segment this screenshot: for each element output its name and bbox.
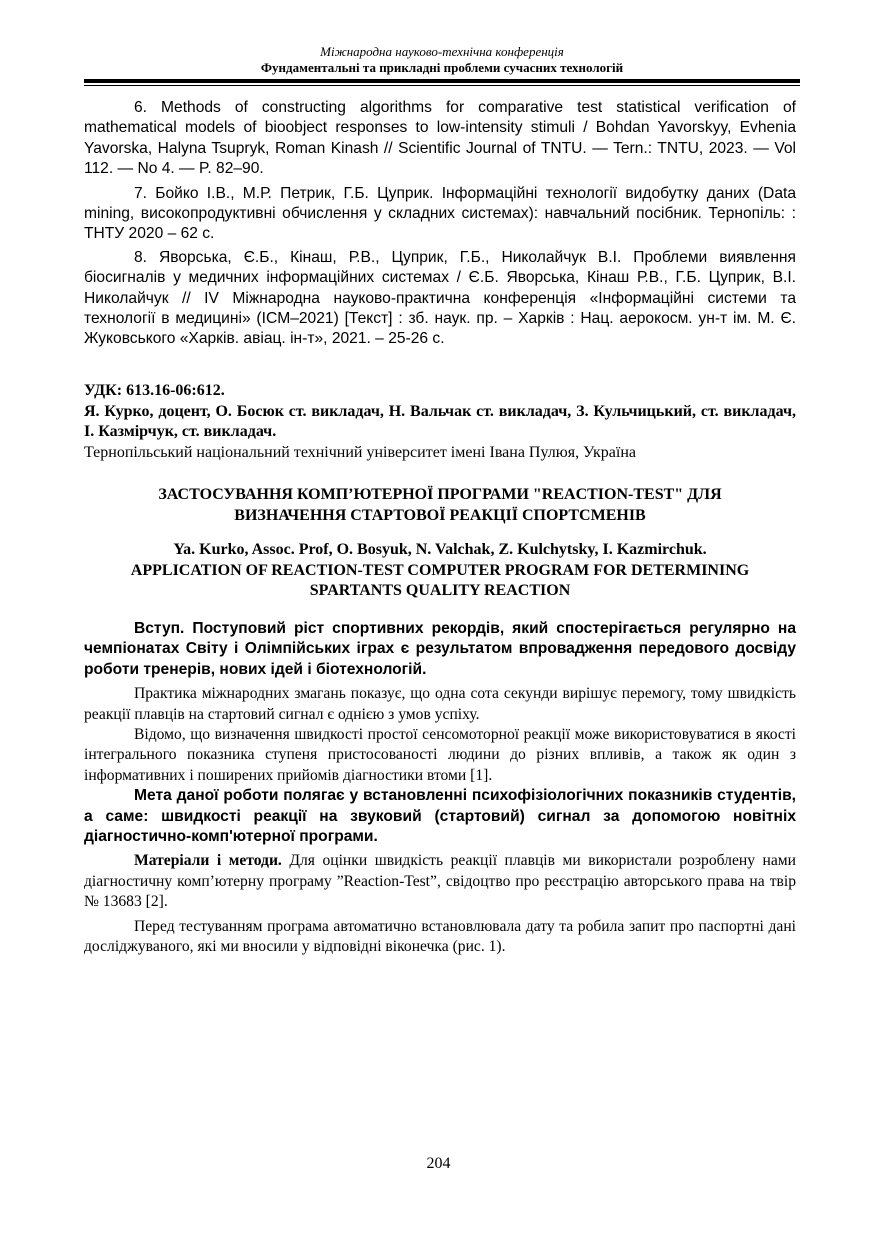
article-body — [84, 619, 796, 958]
running-header — [84, 44, 800, 76]
methods-text: Для оцінки швидкість реакції плавців ми використали розроблену нами діагностичну комп’ютерну програму ”Reaction-Test”, свідоцтво про реєстрацію авторського права на твір № 13683 [2]. — [84, 852, 796, 911]
conference-name: Міжнародна науково-технічна конференція — [320, 44, 564, 59]
goal-paragraph — [84, 786, 796, 847]
title-en-line: SPARTANTS QUALITY REACTION — [309, 582, 571, 599]
authors: Я. Курко, доцент, О. Босюк ст. викладач, Н. Вальчак ст. викладач, З. Кульчицький, ст. викладач, І. Казмірчук, ст. викладач. — [84, 402, 796, 440]
reference-item: 6. Methods of constructing algorithms for comparative test statistical verification of mathematical models of bioobject responses to low-intensity stimuli / Bohdan Yavorskyy, Evhenia Yavorska, Halyna Tsupryk, Roman Kinash // Scientific Journal of TNTU. — Tern.: TNTU, 2023. — Vol 112. — No 4. — P. 82–90. — [84, 99, 796, 178]
methods-paragraph — [84, 851, 796, 912]
article-meta — [84, 381, 796, 463]
authors-en: Ya. Kurko, Assoc. Prof, O. Bosyuk, N. Valchak, Z. Kulchytsky, I. Kazmirchuk. — [173, 541, 707, 558]
body-paragraph: Відомо, що визначення швидкості простої сенсомоторної реакції може використовуватися в якості інтегрального показника ступеня пристосованості людини до різних впливів, а також як один з інформативних і поширених прийомів діагностики втоми [1]. — [84, 726, 796, 784]
conference-subtitle: Фундаментальні та прикладні проблеми сучасних технологій — [260, 60, 624, 75]
intro-paragraph — [84, 619, 796, 680]
reference-item: 8. Яворська, Є.Б., Кінаш, Р.В., Цуприк, Г.Б., Николайчук В.І. Проблеми виявлення біосигналів у медичних інформаційних системах / Є.Б. Яворська, Кінаш Р.В., Г.Б. Цуприк, В.І. Николайчук // IV Міжнародна науково-практична конференція «Інформаційні системи та технології в медицині» (ICM–2021) [Текст] : зб. наук. пр. – Харків : Нац. аерокосм. ун-т ім. М. Є. Жуковського «Харків. авіац. ін-т», 2021. – 25-26 с. — [84, 248, 796, 348]
header-rule-thin — [84, 85, 800, 86]
goal-text: даної роботи полягає у встановленні психофізіологічних показників студентів, а саме: швидкості реакції на звуковий (стартовий) сигнал за допомогою новітніх діагностично-комп'ютерної програми. — [84, 787, 796, 846]
goal-label: Мета — [134, 787, 172, 805]
title-ua-line: ЗАСТОСУВАННЯ КОМП’ЮТЕРНОЇ ПРОГРАМИ "REACTION-TEST" ДЛЯ — [158, 486, 722, 503]
intro-label: Вступ. — [134, 620, 185, 637]
article-title-en — [84, 540, 796, 602]
page-number: 204 — [426, 1155, 451, 1172]
title-ua-line: ВИЗНАЧЕННЯ СТАРТОВОЇ РЕАКЦІЇ СПОРТСМЕНІВ — [234, 506, 646, 524]
reference-list — [84, 98, 796, 353]
header-rule-thick — [84, 79, 800, 83]
article-title-ua — [84, 485, 796, 526]
body-paragraph: Практика міжнародних змагань показує, що одна сота секунди вирішує перемогу, тому швидкість реакції плавців на стартовий сигнал є однією з умов успіху. — [84, 685, 796, 723]
affiliation: Тернопільський національний технічний університет імені Івана Пулюя, Україна — [84, 443, 636, 461]
body-paragraph: Перед тестуванням програма автоматично встановлювала дату та робила запит про паспортні дані досліджуваного, які ми вносили у відповідні віконечка (рис. 1). — [84, 917, 796, 956]
reference-item: 7. Бойко І.В., М.Р. Петрик, Г.Б. Цуприк. Інформаційні технології видобутку даних (Data mining, високопродуктивні обчислення у складних системах): навчальний посібник. Тернопіль: : ТНТУ 2020 – 62 с. — [84, 184, 796, 243]
udk-code: УДК: 613.16-06:612. — [84, 382, 225, 399]
title-en-line: APPLICATION OF REACTION-TEST COMPUTER PROGRAM FOR DETERMINING — [130, 561, 750, 579]
intro-text: Поступовий ріст спортивних рекордів, який спостерігається регулярно на чемпіонатах Світу і Олімпійських іграх є результатом впровадження передового досвіду роботи тренерів, нових ідей і біотехнологій. — [84, 620, 796, 678]
methods-label: Матеріали і методи. — [134, 852, 282, 870]
